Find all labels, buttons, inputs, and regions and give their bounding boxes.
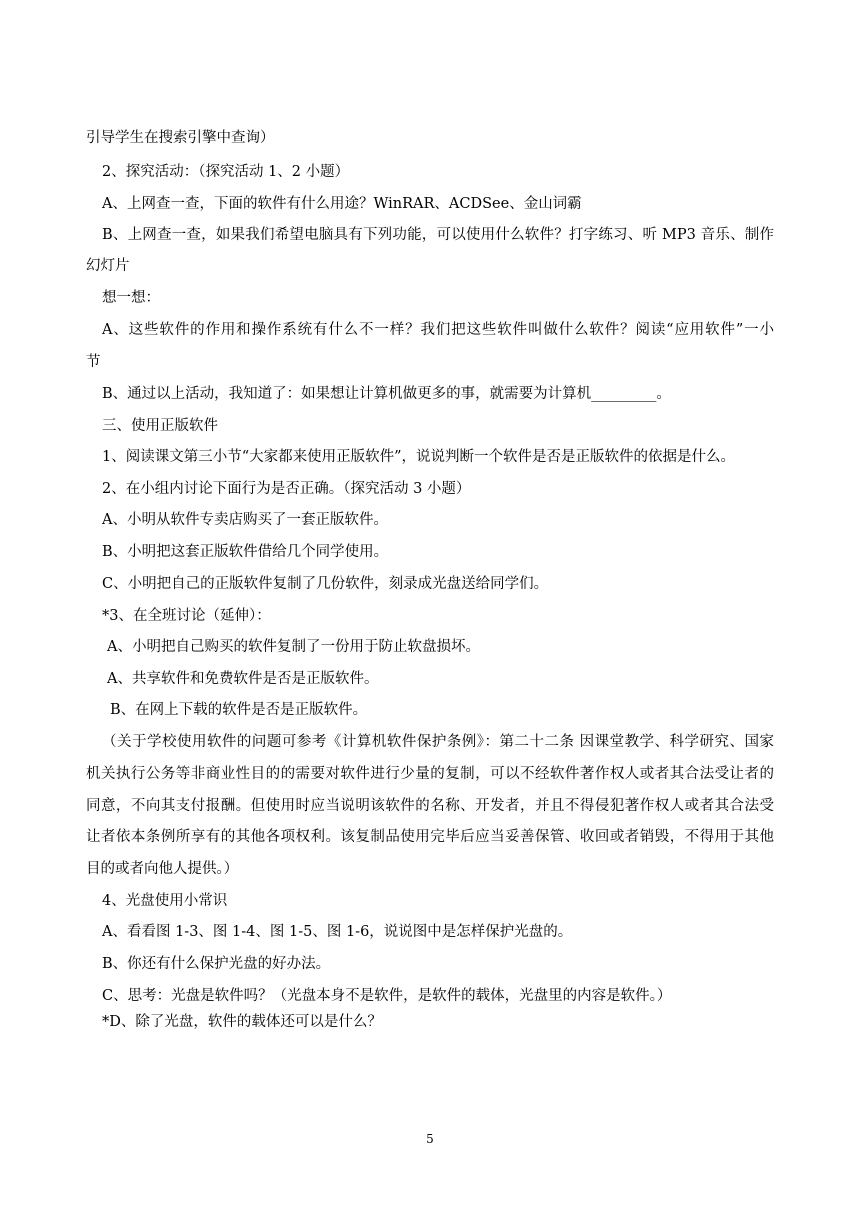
text-line: B、你还有什么保护光盘的好办法。	[102, 956, 331, 972]
text-line: 2、探究活动：（探究活动 1、2 小题）	[102, 164, 350, 180]
text-line: A、小明从软件专卖店购买了一套正版软件。	[102, 512, 388, 528]
text-line: *3、在全班讨论（延伸）：	[102, 608, 271, 624]
text-line: 节	[86, 354, 101, 370]
text-line: 让者依本条例所享有的其他各项权利。该复制品使用完毕后应当妥善保管、收回或者销毁，不得用于其他	[86, 829, 774, 845]
text-line: C、思考：光盘是软件吗？（光盘本身不是软件，是软件的载体，光盘里的内容是软件。）	[102, 988, 672, 1004]
text-line: 4、光盘使用小常识	[102, 893, 228, 909]
text-line: C、小明把自己的正版软件复制了几份软件，刻录成光盘送给同学们。	[102, 576, 549, 592]
text-line: 幻灯片	[86, 258, 130, 274]
text-line: B、在网上下载的软件是否是正版软件。	[110, 702, 368, 718]
section-heading: 三、使用正版软件	[102, 418, 218, 434]
text-line: A、小明把自己购买的软件复制了一份用于防止软盘损坏。	[107, 639, 480, 655]
text-line: 想一想：	[102, 290, 160, 306]
text-line: *D、除了光盘，软件的载体还可以是什么？	[102, 1014, 382, 1030]
text-line: 2、在小组内讨论下面行为是否正确。（探究活动 3 小题）	[102, 481, 471, 497]
text-line: A、看看图 1-3、图 1-4、图 1-5、图 1-6，说说图中是怎样保护光盘的。	[102, 924, 573, 940]
text-line: B、通过以上活动，我知道了：如果想让计算机做更多的事，就需要为计算机_________。	[102, 386, 671, 402]
page-number: 5	[426, 1132, 434, 1146]
text-line: B、小明把这套正版软件借给几个同学使用。	[102, 544, 389, 560]
text-line: 引导学生在搜索引擎中查询）	[86, 130, 275, 146]
text-line: 目的或者向他人提供。）	[86, 861, 239, 877]
text-line: 同意，不向其支付报酬。但使用时应当说明该软件的名称、开发者，并且不得侵犯著作权人或者其合法受	[86, 798, 774, 814]
text-line: A、共享软件和免费软件是否是正版软件。	[107, 671, 379, 687]
text-line: B、上网查一查，如果我们希望电脑具有下列功能，可以使用什么软件？打字练习、听 MP3 音乐、制作	[102, 227, 774, 243]
text-line: 1、阅读课文第三小节“大家都来使用正版软件”，说说判断一个软件是否是正版软件的依据是什么。	[102, 449, 736, 465]
text-line: 机关执行公务等非商业性目的的需要对软件进行少量的复制，可以不经软件著作权人或者其合法受让者的	[86, 766, 774, 782]
text-line: （关于学校使用软件的问题可参考《计算机软件保护条例》：第二十二条 因课堂教学、科学研究、国家	[102, 734, 774, 750]
text-line: A、这些软件的作用和操作系统有什么不一样？我们把这些软件叫做什么软件？阅读“应用软件”一小	[102, 322, 774, 338]
text-line: A、上网查一查，下面的软件有什么用途？WinRAR、ACDSee、金山词霸	[102, 196, 582, 212]
